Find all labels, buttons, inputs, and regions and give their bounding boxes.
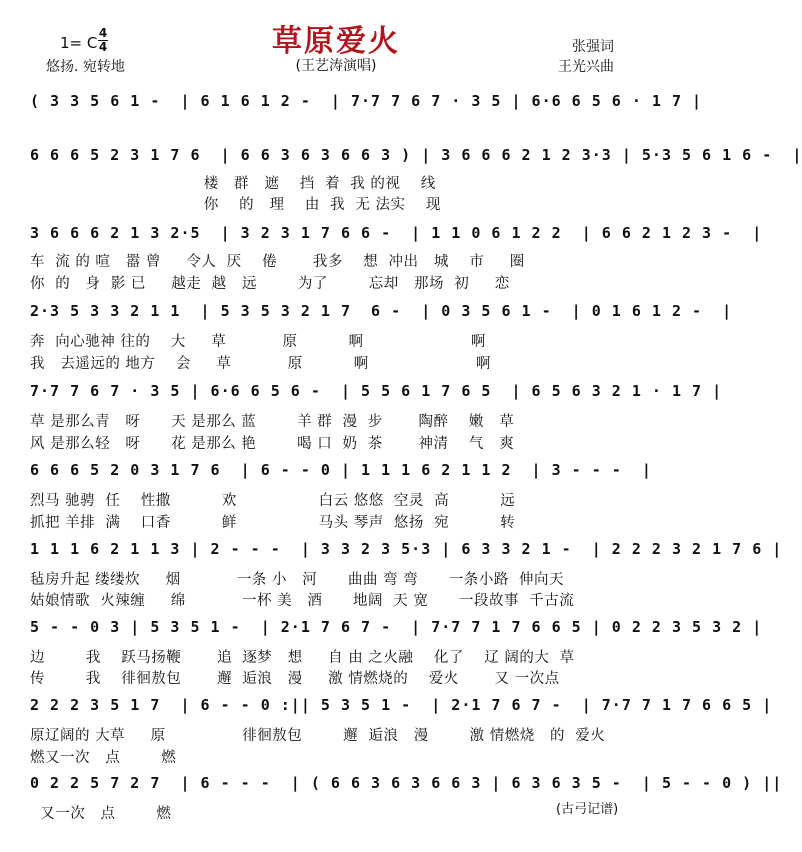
lyric-line-2a: 楼 群 遮 挡 着 我 的视 线 [30, 176, 436, 192]
lyricist: 张强词 [572, 39, 614, 55]
composer: 王光兴曲 [558, 59, 614, 75]
lyric-line-3b: 你 的 身 影 已 越走 越 远 为了 忘却 那场 初 恋 [30, 276, 510, 292]
notation-line-2: 6 6 6 5 2 3 1 7 6 | 6 6 3 6 3 6 6 3 ) | 3 6 6 6 2 1 2 3·3 | 5·3 5 6 1 6 - | [30, 146, 802, 164]
lyric-line-9a: 原辽阔的 大草 原 徘徊敖包 邂 逅浪 漫 激 情燃烧 的 爱火 [30, 728, 606, 744]
notation-line-9: 2 2 2 3 5 1 7 | 6 - - 0 :|| 5 3 5 1 - | 2·1 7 6 7 - | 7·7 7 1 7 6 6 5 | [30, 696, 773, 714]
notation-line-1: ( 3 3 5 6 1 - | 6 1 6 1 2 - | 7·7 7 6 7 · 3 5 | 6·6 6 5 6 · 1 7 | [30, 92, 703, 110]
lyric-line-7a: 毡房升起 缕缕炊 烟 一条 小 河 曲曲 弯 弯 一条小路 伸向天 [30, 572, 565, 588]
lyric-line-9b: 燃又一次 点 燃 [30, 750, 177, 766]
lyric-line-7b: 姑娘情歌 火辣缠 绵 一杯 美 酒 地阔 天 宽 一段故事 千古流 [30, 593, 575, 609]
notation-line-3: 3 6 6 6 2 1 3 2·5 | 3 2 3 1 7 6 6 - | 1 1 0 6 1 2 2 | 6 6 2 1 2 3 - | [30, 224, 763, 242]
key-signature: 1= C [60, 34, 98, 52]
notation-line-6: 6 6 6 5 2 0 3 1 7 6 | 6 - - 0 | 1 1 1 6 2 1 1 2 | 3 - - - | [30, 461, 652, 479]
lyric-line-2b: 你 的 理 由 我 无 法实 现 [30, 197, 441, 213]
lyric-line-8b: 传 我 徘徊敖包 邂 逅浪 漫 激 情燃烧的 爱火 又 一次点 [30, 671, 560, 687]
meter-top: 4 [98, 26, 108, 40]
time-signature [98, 28, 108, 53]
notation-line-5: 7·7 7 6 7 · 3 5 | 6·6 6 5 6 - | 5 5 6 1 7 6 5 | 6 5 6 3 2 1 · 1 7 | [30, 382, 723, 400]
lyric-line-8a: 边 我 跃马扬鞭 追 逐梦 想 自 由 之火融 化了 辽 阔的大 草 [30, 650, 575, 666]
meter-bottom: 4 [98, 40, 108, 54]
singer-subtitle: (王艺涛演唱) [295, 58, 377, 74]
lyric-line-5a: 草 是那么青 呀 天 是那么 蓝 羊 群 漫 步 陶醉 嫩 草 [30, 414, 515, 430]
lyric-line-5b: 风 是那么轻 呀 花 是那么 艳 喝 口 奶 茶 神清 气 爽 [30, 436, 515, 452]
notation-line-8: 5 - - 0 3 | 5 3 5 1 - | 2·1 7 6 7 - | 7·7 7 1 7 6 6 5 | 0 2 2 3 5 3 2 | [30, 618, 763, 636]
tempo-mood: 悠扬. 宛转地 [46, 59, 125, 75]
notation-line-10: 0 2 2 5 7 2 7 | 6 - - - | ( 6 6 3 6 3 6 6 3 | 6 3 6 3 5 - | 5 - - 0 ) || [30, 774, 783, 792]
lyric-line-3a: 车 流 的 喧 嚣 曾 令人 厌 倦 我多 想 冲出 城 市 圈 [30, 254, 525, 270]
lyric-line-6a: 烈马 驰骋 任 性撒 欢 白云 悠悠 空灵 高 远 [30, 493, 516, 509]
notation-line-7: 1 1 1 6 2 1 1 3 | 2 - - - | 3 3 2 3 5·3 | 6 3 3 2 1 - | 2 2 2 3 2 1 7 6 | [30, 540, 783, 558]
transcriber-credit: (古弓记谱) [556, 802, 619, 817]
lyric-line-4b: 我 去遥远的 地方 会 草 原 啊 啊 [30, 356, 492, 372]
lyric-line-10a: 又一次 点 燃 [30, 806, 172, 822]
notation-line-4: 2·3 5 3 3 2 1 1 | 5 3 5 3 2 1 7 6 - | 0 3 5 6 1 - | 0 1 6 1 2 - | [30, 302, 733, 320]
page-title: 草原爱火 [272, 24, 400, 59]
lyric-line-6b: 抓把 羊排 满 口香 鲜 马头 琴声 悠扬 宛 转 [30, 515, 516, 531]
lyric-line-4a: 奔 向心驰神 往的 大 草 原 啊 啊 [30, 334, 486, 350]
